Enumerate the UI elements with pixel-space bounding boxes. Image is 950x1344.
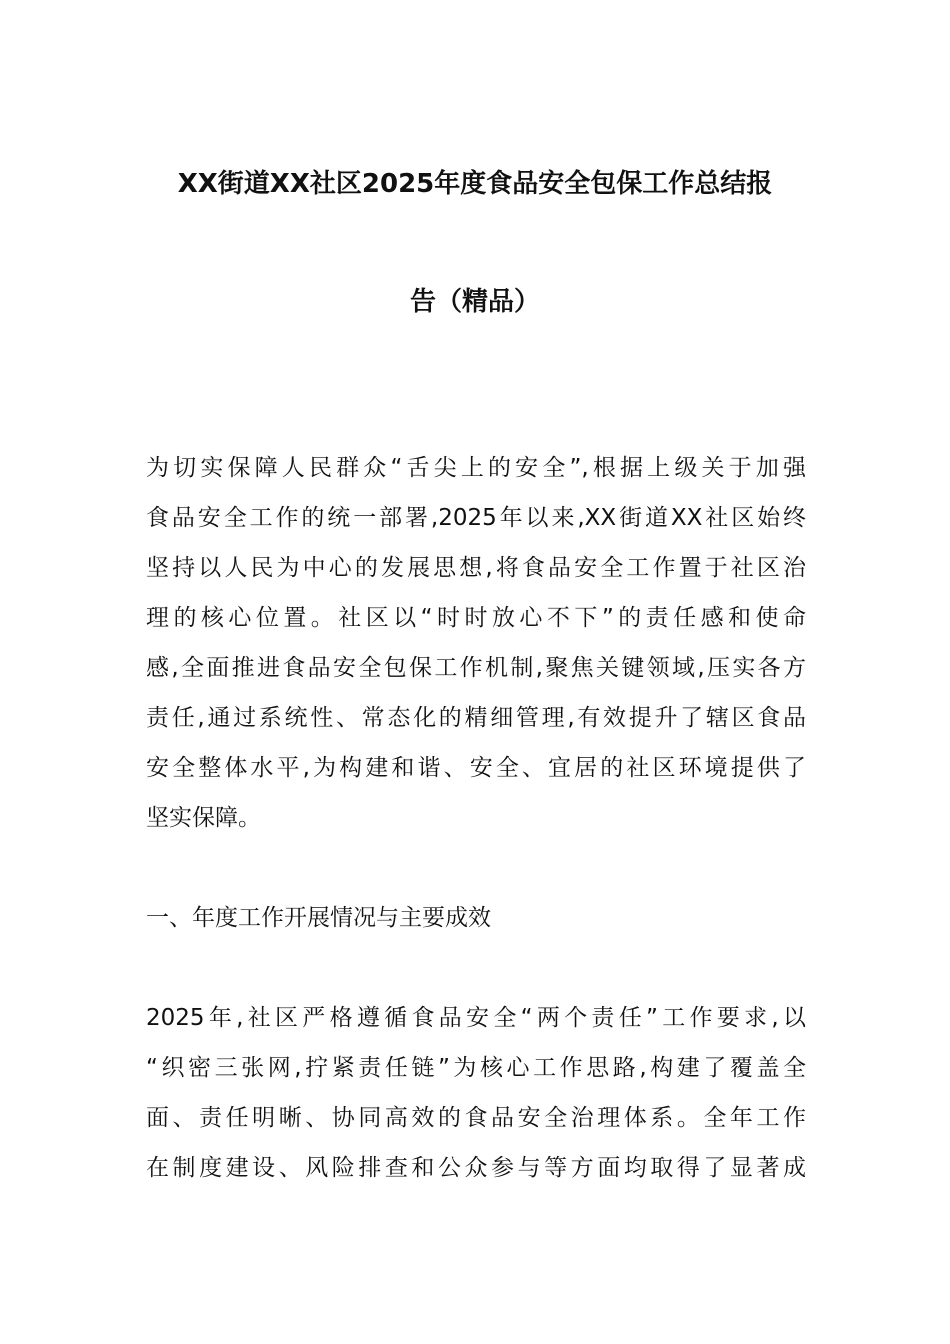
- paragraph-line: 2025年,社区严格遵循食品安全“两个责任”工作要求,以: [146, 1005, 806, 1031]
- paragraph-line: “织密三张网,拧紧责任链”为核心工作思路,构建了覆盖全: [146, 1055, 806, 1081]
- paragraph-line: 责任,通过系统性、常态化的精细管理,有效提升了辖区食品: [146, 705, 806, 731]
- paragraph-line: 安全整体水平,为构建和谐、安全、宜居的社区环境提供了: [146, 755, 806, 781]
- section-heading: 一、年度工作开展情况与主要成效: [146, 905, 491, 931]
- document-title-line-2: 告（精品）: [409, 287, 540, 317]
- paragraph-line: 感,全面推进食品安全包保工作机制,聚焦关键领域,压实各方: [146, 655, 806, 681]
- paragraph-line: 面、责任明晰、协同高效的食品安全治理体系。全年工作: [146, 1105, 806, 1131]
- paragraph-line: 为切实保障人民群众“舌尖上的安全”,根据上级关于加强: [146, 455, 806, 481]
- paragraph-line: 食品安全工作的统一部署,2025年以来,XX街道XX社区始终: [146, 505, 806, 531]
- paragraph-line: 在制度建设、风险排查和公众参与等方面均取得了显著成: [146, 1155, 806, 1181]
- paragraph-line: 理的核心位置。社区以“时时放心不下”的责任感和使命: [146, 605, 806, 631]
- paragraph-line: 坚实保障。: [146, 805, 261, 831]
- document-title-line-1: XX街道XX社区2025年度食品安全包保工作总结报: [177, 169, 773, 199]
- paragraph-line: 坚持以人民为中心的发展思想,将食品安全工作置于社区治: [146, 555, 806, 581]
